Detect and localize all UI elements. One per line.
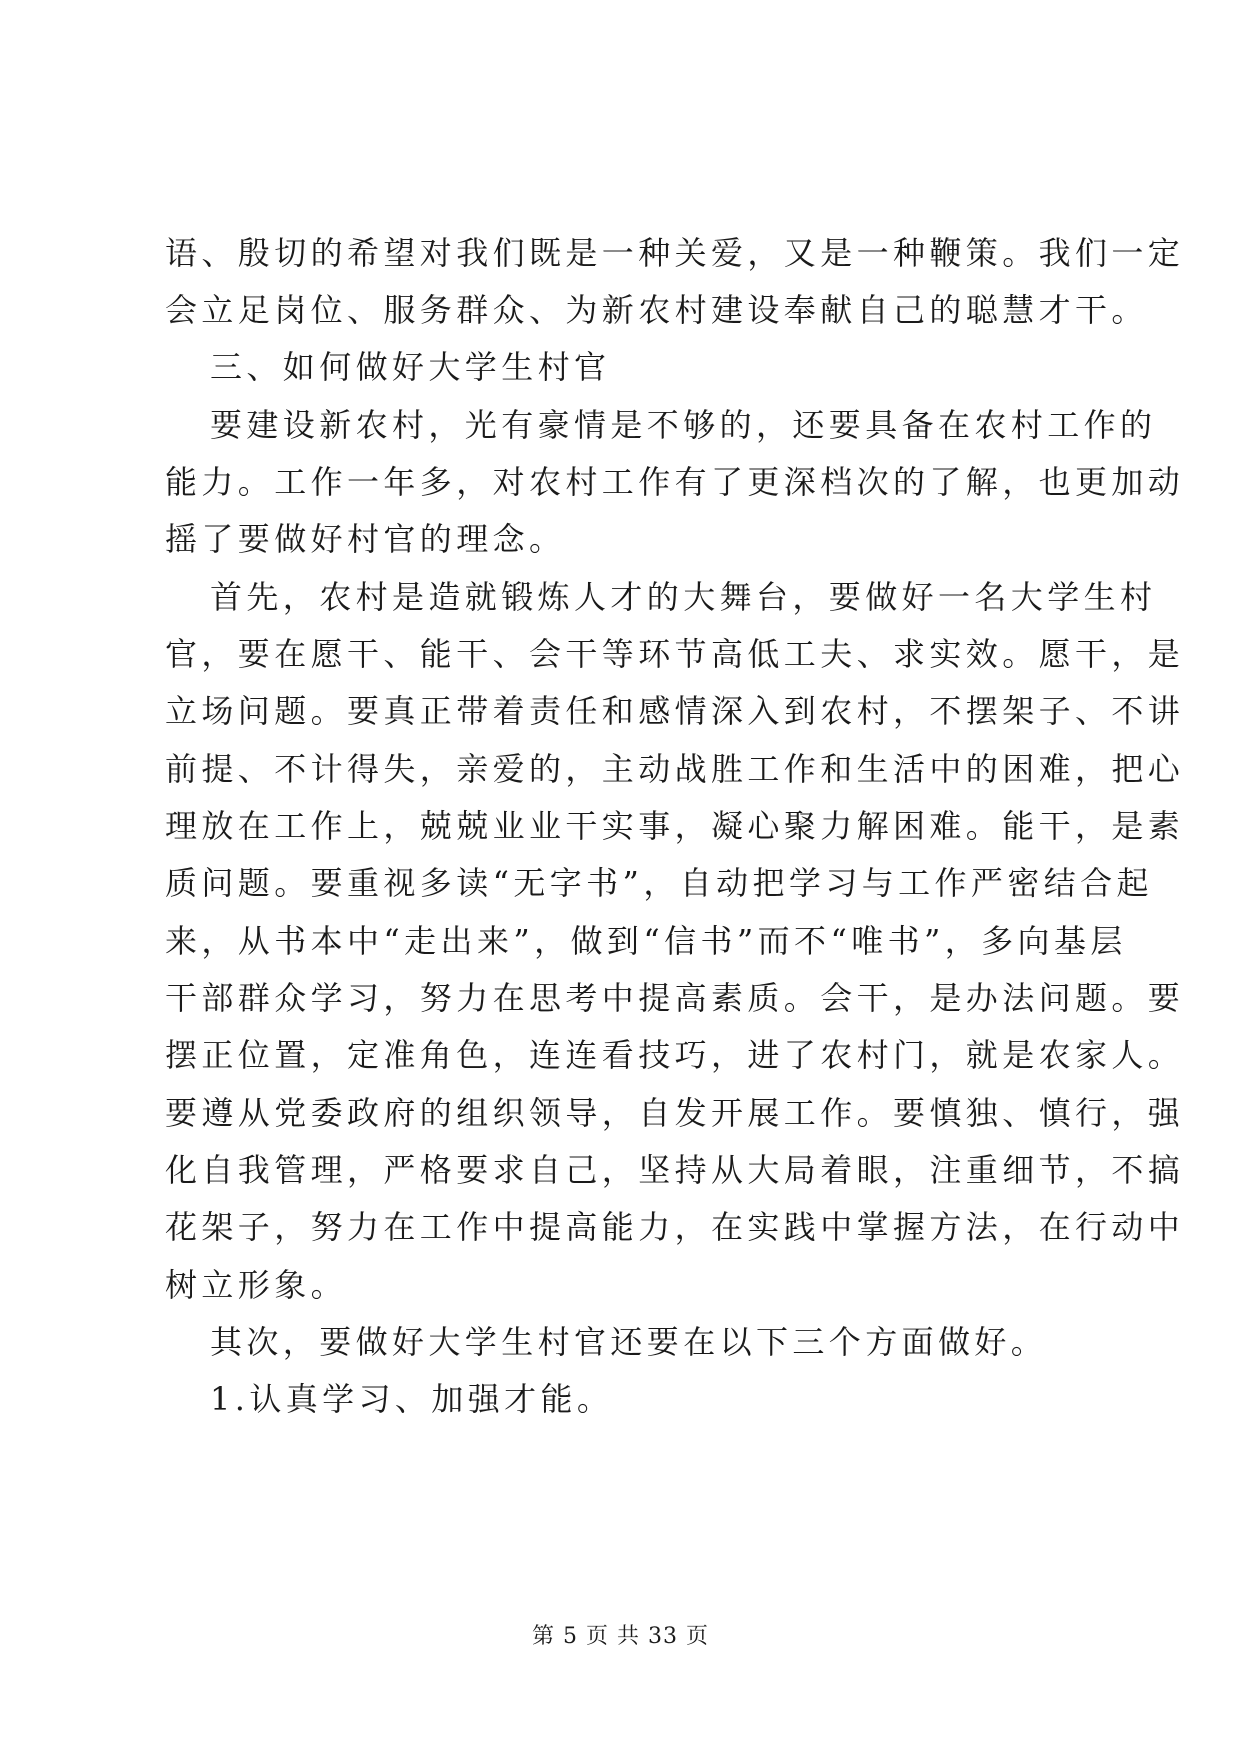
text-line: 要遵从党委政府的组织领导，自发开展工作。要慎独、慎行，强 [165,1094,1185,1132]
text-line: 会立足岗位、服务群众、为新农村建设奉献自己的聪慧才干。 [165,291,1148,329]
text-line: 质问题。要重视多读“无字书”，自动把学习与工作严密结合起 [165,864,1153,902]
text-line: 摆正位置，定准角色，连连看技巧，进了农村门，就是农家人。 [165,1036,1185,1074]
paragraph-start: 首先，农村是造就锻炼人才的大舞台，要做好一名大学生村 [210,578,1157,616]
list-item: 1.认真学习、加强才能。 [210,1380,614,1418]
text-line: 能力。工作一年多，对农村工作有了更深档次的了解，也更加动 [165,463,1185,501]
paragraph-start: 其次，要做好大学生村官还要在以下三个方面做好。 [210,1323,1048,1361]
text-line: 立场问题。要真正带着责任和感情深入到农村，不摆架子、不讲 [165,692,1185,730]
page-number-footer: 第 5 页 共 33 页 [532,1624,709,1649]
section-heading: 三、如何做好大学生村官 [210,348,611,386]
text-line: 理放在工作上，兢兢业业干实事，凝心聚力解困难。能干，是素 [165,807,1185,845]
text-line: 前提、不计得失，亲爱的，主动战胜工作和生活中的困难，把心 [165,750,1185,788]
text-line: 树立形象。 [165,1266,348,1304]
text-line: 化自我管理，严格要求自己，坚持从大局着眼，注重细节，不搞 [165,1151,1185,1189]
text-line: 官，要在愿干、能干、会干等环节高低工夫、求实效。愿干，是 [165,635,1185,673]
text-line: 花架子，努力在工作中提高能力，在实践中掌握方法，在行动中 [165,1208,1185,1246]
paragraph-start: 要建设新农村，光有豪情是不够的，还要具备在农村工作的 [210,406,1157,444]
text-line: 干部群众学习，努力在思考中提高素质。会干，是办法问题。要 [165,979,1185,1017]
text-line: 来，从书本中“走出来”，做到“信书”而不“唯书”，多向基层 [165,922,1127,960]
text-line: 摇了要做好村官的理念。 [165,520,566,558]
text-line: 语、殷切的希望对我们既是一种关爱，又是一种鞭策。我们一定 [165,234,1185,272]
